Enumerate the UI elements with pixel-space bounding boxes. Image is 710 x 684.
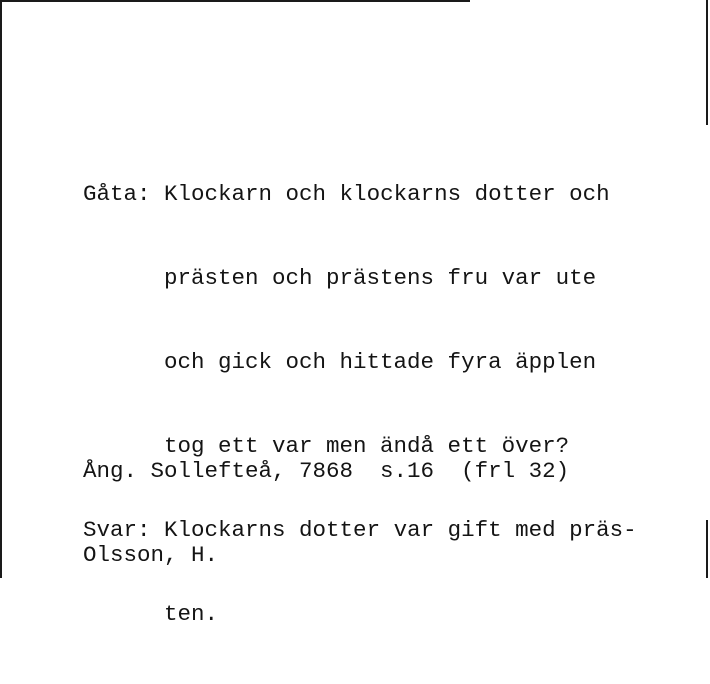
- question-text-line: och gick och hittade fyra äpplen: [164, 349, 597, 375]
- question-line-1: [83, 180, 637, 208]
- source-informant-line: Olsson, H.: [83, 542, 219, 568]
- answer-label: Svar:: [83, 517, 151, 543]
- question-line-3: [83, 348, 637, 376]
- question-text-line: tog ett var men ändå ett över?: [164, 433, 570, 459]
- card-left-border: [0, 0, 2, 578]
- question-text-line: Klockarn och klockarns dotter och: [164, 181, 610, 207]
- source-place-line: Ång. Sollefteå, 7868 s.16 (frl 32): [83, 458, 570, 484]
- answer-text-line: Klockarns dotter var gift med präs-: [164, 517, 637, 543]
- question-label: Gåta:: [83, 181, 151, 207]
- question-line-2: [83, 264, 637, 292]
- card-right-border: [706, 0, 708, 125]
- source-reference: [83, 401, 569, 625]
- card-right-border-lower: [706, 520, 708, 578]
- question-text-line: prästen och prästens fru var ute: [164, 265, 597, 291]
- card-top-border: [0, 0, 470, 2]
- answer-text-line: ten.: [164, 601, 219, 627]
